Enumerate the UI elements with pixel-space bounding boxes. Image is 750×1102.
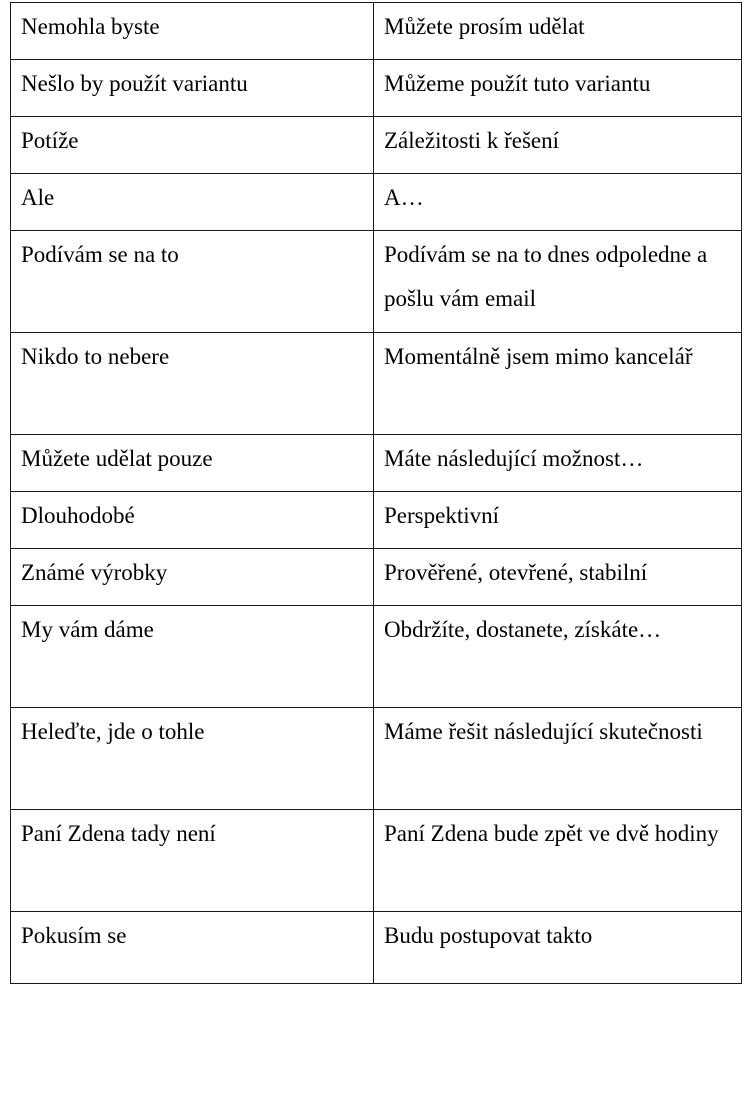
cell-text: Prověřené, otevřené, stabilní xyxy=(384,560,648,585)
cell-text: Ale xyxy=(21,185,55,210)
cell-text: Máte následující možnost… xyxy=(384,446,644,471)
table-cell-right xyxy=(374,3,742,60)
cell-text: A… xyxy=(384,185,424,210)
table-row xyxy=(11,174,742,231)
table-cell-left xyxy=(11,174,374,231)
table-cell-right xyxy=(374,435,742,492)
table-row xyxy=(11,606,742,708)
table-cell-left xyxy=(11,912,374,984)
cell-text: Momentálně jsem mimo kancelář xyxy=(384,344,693,369)
table-row xyxy=(11,708,742,810)
cell-text: Nikdo to nebere xyxy=(21,344,170,369)
cell-text: Paní Zdena bude zpět ve dvě hodiny xyxy=(384,821,719,846)
cell-text: Známé výrobky xyxy=(21,560,168,585)
table-row xyxy=(11,3,742,60)
table-cell-right xyxy=(374,492,742,549)
cell-text: Paní Zdena tady není xyxy=(21,821,216,846)
table-row xyxy=(11,117,742,174)
cell-text: Nešlo by použít variantu xyxy=(21,71,248,96)
table-cell-left xyxy=(11,549,374,606)
cell-text: Potíže xyxy=(21,128,79,153)
cell-text: Můžete udělat pouze xyxy=(21,446,213,471)
table-cell-left xyxy=(11,117,374,174)
cell-text: Perspektivní xyxy=(384,503,499,528)
table-cell-right xyxy=(374,912,742,984)
table-cell-left xyxy=(11,333,374,435)
table-cell-right xyxy=(374,708,742,810)
table-cell-left xyxy=(11,231,374,333)
table-row xyxy=(11,231,742,333)
cell-text: Heleďte, jde o tohle xyxy=(21,719,205,744)
table-cell-right xyxy=(374,174,742,231)
table-cell-right xyxy=(374,231,742,333)
cell-text: Záležitosti k řešení xyxy=(384,128,559,153)
cell-text: Můžete prosím udělat xyxy=(384,14,585,39)
table-cell-right xyxy=(374,810,742,912)
table-cell-left xyxy=(11,810,374,912)
cell-text: Podívám se na to xyxy=(21,242,179,267)
phrase-table xyxy=(10,2,742,984)
table-cell-right xyxy=(374,60,742,117)
table-cell-left xyxy=(11,606,374,708)
table-row xyxy=(11,333,742,435)
cell-text: Dlouhodobé xyxy=(21,503,135,528)
cell-text: Podívám se na to dnes odpoledne a pošlu vám email xyxy=(384,242,708,311)
table-row xyxy=(11,435,742,492)
table-cell-left xyxy=(11,3,374,60)
table-cell-right xyxy=(374,606,742,708)
table-row xyxy=(11,810,742,912)
table-cell-left xyxy=(11,492,374,549)
table-cell-right xyxy=(374,549,742,606)
table-cell-left xyxy=(11,435,374,492)
table-cell-right xyxy=(374,117,742,174)
cell-text: Máme řešit následující skutečnosti xyxy=(384,719,703,744)
table-row xyxy=(11,492,742,549)
cell-text: Nemohla byste xyxy=(21,14,160,39)
table-row xyxy=(11,60,742,117)
table-cell-right xyxy=(374,333,742,435)
table-row xyxy=(11,912,742,984)
cell-text: Budu postupovat takto xyxy=(384,923,593,948)
cell-text: Můžeme použít tuto variantu xyxy=(384,71,651,96)
table-row xyxy=(11,549,742,606)
table-cell-left xyxy=(11,708,374,810)
cell-text: Obdržíte, dostanete, získáte… xyxy=(384,617,662,642)
table-cell-left xyxy=(11,60,374,117)
cell-text: Pokusím se xyxy=(21,923,127,948)
cell-text: My vám dáme xyxy=(21,617,154,642)
